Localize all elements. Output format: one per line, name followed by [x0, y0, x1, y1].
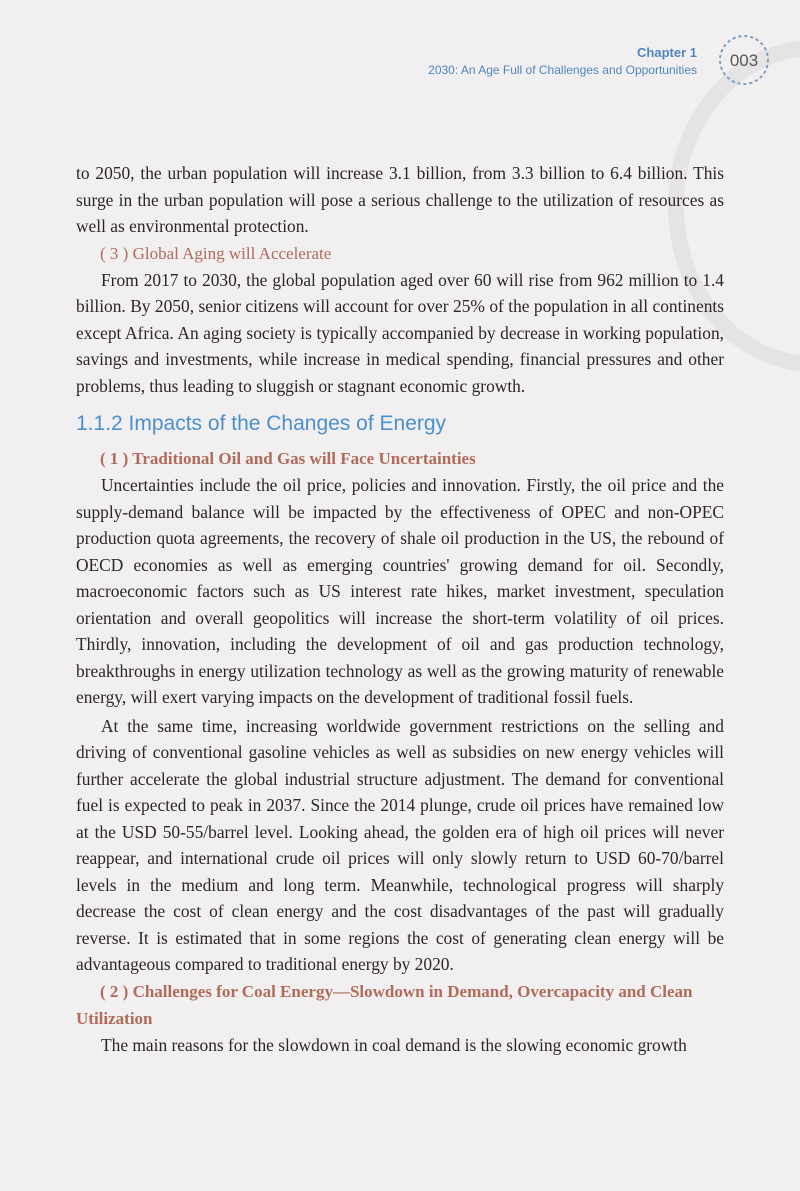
subheading: ( 2 ) Challenges for Coal Energy—Slowdown in Demand, Overcapacity and Clean Utilization: [76, 981, 693, 1028]
page-number: 003: [729, 51, 759, 70]
page-number-badge: [718, 34, 770, 86]
paragraph: The main reasons for the slowdown in coal demand is the slowing economic growth: [101, 1034, 687, 1055]
section-title: 1.1.2 Impacts of the Changes of Energy: [76, 412, 447, 435]
subheading: ( 1 ) Traditional Oil and Gas will Face Uncertainties: [100, 449, 476, 468]
subheading: ( 3 ) Global Aging will Accelerate: [100, 243, 332, 263]
chapter-label: Chapter 1: [637, 45, 697, 60]
chapter-subtitle: 2030: An Age Full of Challenges and Opportunities: [428, 63, 697, 77]
paragraph: to 2050, the urban population will increase 3.1 billion, from 3.3 billion to 6.4 billion. This surge in the urban population will pose a serious challenge to the utilization of resources as well as environmental protection.: [76, 163, 724, 236]
paragraph: From 2017 to 2030, the global population aged over 60 will rise from 962 million to 1.4 billion. By 2050, senior citizens will account for over 25% of the population in all continents except Africa. An aging society is typically accompanied by decrease in working population, savings and investments, while increase in medical spending, financial pressures and other problems, thus leading to sluggish or stagnant economic growth.: [76, 269, 724, 396]
page-body: [76, 160, 724, 1058]
paragraph: Uncertainties include the oil price, policies and innovation. Firstly, the oil price and the supply-demand balance will be impacted by the effectiveness of OPEC and non-OPEC production quota agreements, the recovery of shale oil production in the US, the rebound of OECD economies as well as emerging countries' growing demand for oil. Secondly, macroeconomic factors such as US interest rate hikes, market investment, speculation orientation and overall geopolitics will increase the short-term volatility of oil prices. Thirdly, innovation, including the development of oil and gas production technology, breakthroughs in energy utilization technology as well as the growing maturity of renewable energy, will exert varying impacts on the development of traditional fossil fuels.: [76, 475, 724, 707]
running-header: [428, 44, 697, 78]
paragraph: At the same time, increasing worldwide government restrictions on the selling and driving of conventional gasoline vehicles as well as subsidies on new energy vehicles will further accelerate the global industrial structure adjustment. The demand for conventional fuel is expected to peak in 2037. Since the 2014 plunge, crude oil prices have remained low at the USD 50-55/barrel level. Looking ahead, the golden era of high oil prices will never reappear, and international crude oil prices will only slowly return to USD 60-70/barrel levels in the medium and long term. Meanwhile, technological progress will sharply decrease the cost of clean energy and the cost disadvantages of the past will gradually reverse. It is estimated that in some regions the cost of generating clean energy will be advantageous compared to traditional energy by 2020.: [76, 715, 724, 974]
